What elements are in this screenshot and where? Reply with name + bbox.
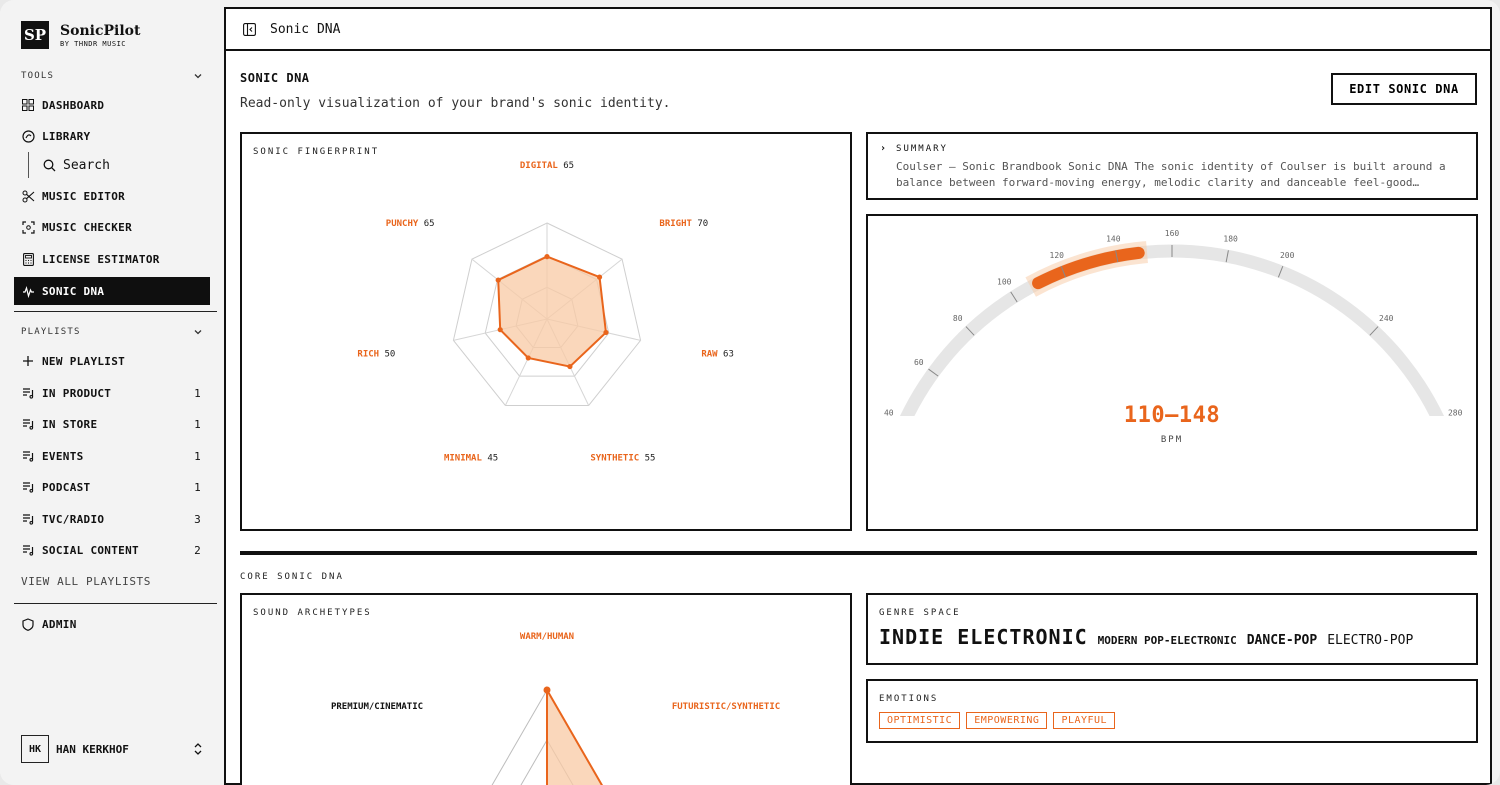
scissors-icon: [21, 189, 35, 203]
playlist-icon: [21, 417, 35, 431]
core-sonic-dna-heading: CORE SONIC DNA: [240, 572, 344, 582]
playlist-count: 1: [194, 480, 201, 494]
library-icon: [21, 129, 35, 143]
sidebar-toggle-icon[interactable]: [243, 23, 256, 36]
tools-section-header[interactable]: [21, 71, 203, 81]
sidebar-item-library[interactable]: [14, 122, 210, 150]
radar-axis-label: RAW 63: [701, 349, 734, 360]
sidebar-item-music-checker[interactable]: [14, 213, 210, 241]
radar-value-area: [498, 257, 606, 367]
gauge-tick-label: 140: [1106, 234, 1121, 244]
gauge-track: [898, 251, 1445, 416]
playlist-label: PODCAST: [42, 480, 91, 494]
gauge-tick-label: 240: [1379, 313, 1394, 323]
playlist-count: 1: [194, 386, 201, 400]
gauge-tick-label: 280: [1447, 408, 1463, 416]
emotion-tag: EMPOWERING: [966, 712, 1047, 729]
playlist-label: TVC/RADIO: [42, 512, 105, 526]
playlist-label: IN PRODUCT: [42, 386, 112, 400]
archetype-point: [544, 687, 551, 694]
playlists-heading: PLAYLISTS: [21, 327, 81, 337]
sidebar-item-dashboard[interactable]: [14, 91, 210, 119]
chevron-down-icon: [193, 327, 203, 337]
sidebar-item-label: LICENSE ESTIMATOR: [42, 252, 160, 266]
bpm-card: [866, 214, 1478, 531]
gauge-tick-label: 80: [952, 313, 963, 323]
brand-logo: SP: [21, 21, 49, 49]
genre-tag: MODERN POP-ELECTRONIC: [1097, 634, 1237, 647]
sidebar: [0, 0, 225, 785]
playlist-label: IN STORE: [42, 417, 98, 431]
top-bar: [226, 9, 1490, 51]
radar-point: [603, 330, 608, 335]
sidebar-item-label: MUSIC CHECKER: [42, 220, 132, 234]
genre-tag: ELECTRO-POP: [1327, 633, 1414, 648]
sonic-fingerprint-card: [240, 132, 852, 531]
gauge-tick-label: 200: [1279, 250, 1295, 260]
sidebar-item-label: SONIC DNA: [42, 284, 105, 298]
main-panel: [224, 7, 1492, 785]
archetype-axis-label: WARM/HUMAN: [519, 632, 575, 642]
radar-axis-label: PUNCHY 65: [385, 218, 435, 229]
new-playlist-button[interactable]: [14, 347, 210, 375]
sound-archetypes-card: [240, 593, 852, 785]
chevron-up-down-icon: [193, 742, 203, 756]
radar-axis-label: MINIMAL 45: [443, 453, 499, 464]
sidebar-item-label: MUSIC EDITOR: [42, 189, 126, 203]
page-subtitle: Read-only visualization of your brand's sonic identity.: [240, 96, 671, 111]
sidebar-item-label: LIBRARY: [42, 129, 91, 143]
sidebar-item-playlist[interactable]: [14, 473, 210, 501]
genre-tag: DANCE-POP: [1246, 633, 1318, 648]
dna-icon: [21, 284, 35, 298]
radar-point: [597, 275, 602, 280]
calculator-icon: [21, 252, 35, 266]
brand-name: SonicPilot: [60, 22, 141, 39]
brand[interactable]: [21, 21, 140, 49]
view-all-playlists-link[interactable]: VIEW ALL PLAYLISTS: [21, 575, 152, 588]
admin-label: ADMIN: [42, 617, 77, 631]
user-menu[interactable]: [21, 735, 203, 763]
section-divider: [240, 551, 1477, 555]
radar-axis-label: SYNTHETIC 55: [590, 453, 656, 464]
radar-point: [544, 254, 549, 259]
sonic-fingerprint-radar: [242, 134, 850, 529]
sidebar-item-sonic-dna[interactable]: [14, 277, 210, 305]
sidebar-divider: [14, 311, 217, 312]
gauge-tick-label: 100: [997, 277, 1012, 287]
sidebar-item-playlist[interactable]: [14, 410, 210, 438]
radar-axis-label: RICH 50: [357, 349, 396, 360]
radar-point: [496, 277, 501, 282]
card-label: SOUND ARCHETYPES: [253, 608, 372, 618]
shield-icon: [21, 617, 35, 631]
archetype-axis-label: PREMIUM/CINEMATIC: [330, 702, 424, 712]
new-playlist-label: NEW PLAYLIST: [42, 354, 126, 368]
gauge-tick-label: 120: [1049, 250, 1065, 260]
gauge-tick-label: 40: [883, 408, 894, 416]
playlist-icon: [21, 386, 35, 400]
sidebar-divider: [14, 603, 217, 604]
radar-point: [498, 327, 503, 332]
playlist-label: SOCIAL CONTENT: [42, 543, 139, 557]
tools-heading: TOOLS: [21, 71, 55, 81]
brand-subtitle: BY THNDR MUSIC: [60, 39, 127, 48]
sidebar-item-playlist[interactable]: [14, 379, 210, 407]
playlist-icon: [21, 512, 35, 526]
bpm-gauge: [868, 216, 1476, 416]
radar-axis-label: BRIGHT 70: [659, 218, 709, 229]
sidebar-item-label: DASHBOARD: [42, 98, 105, 112]
card-label: EMOTIONS: [879, 694, 939, 704]
page-title: SONIC DNA: [240, 71, 310, 85]
chevron-down-icon: [193, 71, 203, 81]
top-bar-title: Sonic DNA: [270, 21, 341, 37]
emotion-tag: OPTIMISTIC: [879, 712, 960, 729]
card-label: GENRE SPACE: [879, 608, 961, 618]
edit-sonic-dna-button[interactable]: EDIT SONIC DNA: [1331, 73, 1477, 105]
bpm-value: 110–148: [1123, 403, 1221, 428]
genre-space-card: [866, 593, 1478, 665]
user-name: HAN KERKHOF: [56, 742, 129, 756]
scan-icon: [21, 220, 35, 234]
playlist-icon: [21, 449, 35, 463]
sidebar-item-playlist[interactable]: [14, 505, 210, 533]
archetype-value-area: [547, 690, 634, 785]
radar-point: [567, 364, 572, 369]
emotion-tag: PLAYFUL: [1053, 712, 1115, 729]
sidebar-item-playlist[interactable]: [14, 536, 210, 564]
playlist-count: 1: [194, 449, 201, 463]
gauge-tick-label: 180: [1223, 234, 1238, 244]
playlist-icon: [21, 543, 35, 557]
bpm-unit: BPM: [1160, 435, 1184, 445]
gauge-tick-label: 60: [913, 358, 924, 368]
avatar: HK: [21, 735, 49, 763]
emotions-card: [866, 679, 1478, 743]
sidebar-item-admin[interactable]: [14, 610, 210, 638]
playlist-count: 1: [194, 417, 201, 431]
summary-card[interactable]: [866, 132, 1478, 200]
archetype-axis-label: FUTURISTIC/SYNTHETIC: [671, 702, 781, 712]
plus-icon: [21, 354, 35, 368]
playlist-count: 2: [194, 543, 201, 557]
card-label: SONIC FINGERPRINT: [253, 147, 380, 157]
sidebar-item-playlist[interactable]: [14, 442, 210, 470]
grid-icon: [21, 98, 35, 112]
radar-point: [526, 355, 531, 360]
sidebar-item-music-editor[interactable]: [14, 182, 210, 210]
sidebar-item-search[interactable]: [28, 152, 110, 178]
playlist-count: 3: [194, 512, 201, 526]
chevron-right-icon: ›: [880, 143, 889, 154]
gauge-tick-label: 160: [1164, 229, 1180, 238]
playlists-section-header[interactable]: [21, 327, 203, 337]
playlist-icon: [21, 480, 35, 494]
search-label: Search: [63, 157, 110, 173]
search-icon: [43, 159, 56, 172]
summary-text: Coulser — Sonic Brandbook Sonic DNA The sonic identity of Coulser is built around a balance between forward-moving energy, melodic clarity and danceable feel-good…: [896, 160, 1446, 189]
playlist-label: EVENTS: [42, 449, 84, 463]
genre-tag: INDIE ELECTRONIC: [879, 625, 1088, 649]
sidebar-item-license-estimator[interactable]: [14, 245, 210, 273]
summary-label: SUMMARY: [896, 143, 948, 154]
radar-axis-label: DIGITAL 65: [519, 161, 575, 171]
sound-archetypes-radar: [242, 595, 850, 785]
